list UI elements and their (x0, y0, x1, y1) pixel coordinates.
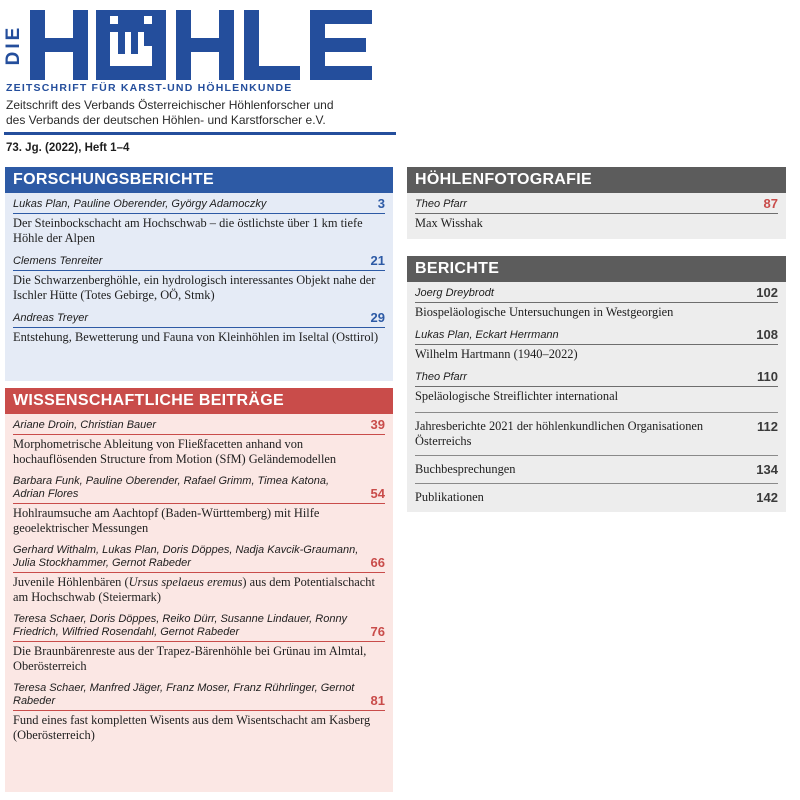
entry-title: Fund eines fast kompletten Wisents aus dem Wisentschacht am Kasberg (Oberösterreich) (13, 713, 371, 742)
entry-author-row (13, 254, 385, 271)
section-heading: BERICHTE (407, 256, 786, 282)
entry-authors: Clemens Tenreiter (13, 255, 103, 267)
entry-author-row (415, 328, 778, 345)
entry-authors: Ariane Droin, Christian Bauer (13, 419, 157, 431)
entry-title: Hohlraumsuche am Aachtopf (Baden-Württemberg) mit Hilfe geoelektrischer Messungen (13, 506, 320, 535)
section-heading: FORSCHUNGSBERICHTE (5, 167, 393, 193)
toc-entry[interactable] (13, 254, 385, 303)
entry-author-row (13, 197, 385, 214)
entry-authors: Joerg Dreybrodt (415, 287, 494, 299)
entry-author-row (13, 682, 385, 711)
section-hoehlenfotografie (407, 167, 786, 239)
entry-title: Der Steinbockschacht am Hochschwab – die östlichste über 1 km tiefe Höhle der Alpen (13, 216, 363, 245)
toc-entry[interactable] (415, 328, 778, 362)
entry-page-number: 66 (370, 555, 385, 570)
masthead-rule (4, 132, 396, 135)
entry-title: Max Wisshak (415, 216, 483, 230)
section-body (5, 193, 393, 381)
entry-authors: Teresa Schaer, Manfred Jäger, Franz Moser, Franz Rührlinger, Gernot Rabeder (13, 682, 355, 707)
entry-authors: Lukas Plan, Eckart Herrmann (415, 329, 559, 341)
masthead-die-vertical (4, 8, 24, 82)
entry-title: Die Schwarzenberghöhle, ein hydrologisch interessantes Objekt nahe der Ischler Hütte (Totes Gebirge, OÖ, Stmk) (13, 273, 376, 302)
entry-author-row (415, 370, 778, 387)
toc-entry[interactable] (13, 311, 385, 345)
entry-title: Wilhelm Hartmann (1940–2022) (415, 347, 578, 361)
entry-title: Publikationen (415, 490, 484, 504)
section-body (407, 193, 786, 239)
section-body (407, 282, 786, 512)
entry-title-part: ) aus dem Potentialschacht am Hochschwab (Steiermark) (13, 575, 375, 604)
toc-entry[interactable] (13, 475, 385, 536)
entry-author-row (415, 197, 778, 214)
masthead-subtitle-line-2: des Verbands der deutschen Höhlen- und Karstforscher e.V. (6, 113, 326, 127)
entry-page-number: 54 (370, 486, 385, 501)
section-heading: WISSENSCHAFTLICHE BEITRÄGE (5, 388, 393, 414)
toc-entry[interactable] (415, 370, 778, 404)
masthead-subtitle (6, 98, 398, 128)
entry-author-row (13, 418, 385, 435)
entry-page-number: 3 (377, 196, 385, 211)
entry-authors: Theo Pfarr (415, 198, 467, 210)
toc-entry[interactable] (415, 286, 778, 320)
entry-title: Morphometrische Ableitung von Fließfacetten anhand von hochauflösenden Structure from Motion (SfM) Geländemodellen (13, 437, 337, 466)
masthead-subtitle-line-1: Zeitschrift des Verbands Österreichischer Höhlenforscher und (6, 98, 334, 112)
entry-author-row (13, 613, 385, 642)
entry-title-part: Juvenile Höhlenbären ( (13, 575, 129, 589)
entry-page-number: 110 (757, 369, 778, 384)
toc-entry[interactable] (13, 197, 385, 246)
issue-label: 73. Jg. (2022), Heft 1–4 (6, 142, 130, 154)
entry-title (13, 573, 385, 605)
section-forschungsberichte (5, 167, 393, 381)
toc-entry[interactable] (13, 418, 385, 467)
section-body (5, 414, 393, 792)
hoehle-logo (30, 10, 386, 82)
entry-authors: Teresa Schaer, Doris Döppes, Reiko Dürr, Susanne Lindauer, Ronny Friedrich, Wilfried Rosendahl, Gernot Rabeder (13, 613, 348, 638)
entry-page-number: 81 (370, 693, 385, 708)
entry-page-number: 112 (757, 419, 778, 434)
entry-title-species: Ursus spelaeus eremus (128, 575, 243, 589)
masthead (4, 8, 396, 132)
entry-author-row (415, 286, 778, 303)
toc-entry[interactable] (13, 613, 385, 674)
entry-title: Die Braunbärenreste aus der Trapez-Bärenhöhle bei Grünau im Almtal, Oberösterreich (13, 644, 367, 673)
toc-entry-simple[interactable] (415, 483, 778, 505)
entry-page-number: 108 (756, 327, 778, 342)
entry-title: Entstehung, Bewetterung und Fauna von Kleinhöhlen im Iseltal (Osttirol) (13, 330, 379, 344)
toc-entry-simple[interactable] (415, 455, 778, 477)
toc-entry[interactable] (13, 682, 385, 743)
entry-author-row (13, 311, 385, 328)
section-heading: HÖHLENFOTOGRAFIE (407, 167, 786, 193)
entry-page-number: 102 (756, 285, 778, 300)
entry-author-row (13, 544, 385, 573)
entry-page-number: 76 (370, 624, 385, 639)
toc-entry-simple[interactable] (415, 412, 778, 449)
entry-page-number: 21 (370, 253, 385, 268)
section-wissenschaftliche-beitraege (5, 388, 393, 792)
entry-page-number: 142 (756, 490, 778, 505)
entry-page-number: 39 (370, 417, 385, 432)
entry-title: Buchbesprechungen (415, 462, 516, 476)
entry-authors: Barbara Funk, Pauline Oberender, Rafael Grimm, Timea Katona, Adrian Flores (13, 475, 329, 500)
entry-authors: Gerhard Withalm, Lukas Plan, Doris Döppes, Nadja Kavcik-Graumann, Julia Stockhammer, Gernot Rabeder (13, 544, 359, 569)
entry-title: Jahresberichte 2021 der höhlenkundlichen Organisationen Österreichs (415, 419, 704, 448)
section-berichte (407, 256, 786, 512)
entry-title: Speläologische Streiflichter international (415, 389, 619, 403)
masthead-die-text: DIE (3, 24, 24, 66)
entry-page-number: 87 (763, 196, 778, 211)
masthead-tagline: ZEITSCHRIFT FÜR KARST-UND HÖHLENKUNDE (6, 82, 293, 94)
toc-entry[interactable] (13, 544, 385, 605)
entry-page-number: 29 (370, 310, 385, 325)
entry-authors: Lukas Plan, Pauline Oberender, György Adamoczky (13, 198, 267, 210)
entry-authors: Theo Pfarr (415, 371, 467, 383)
entry-title: Biospeläologische Untersuchungen in Westgeorgien (415, 305, 674, 319)
entry-author-row (13, 475, 385, 504)
toc-entry[interactable] (415, 197, 778, 231)
entry-page-number: 134 (756, 462, 778, 477)
entry-authors: Andreas Treyer (13, 312, 88, 324)
